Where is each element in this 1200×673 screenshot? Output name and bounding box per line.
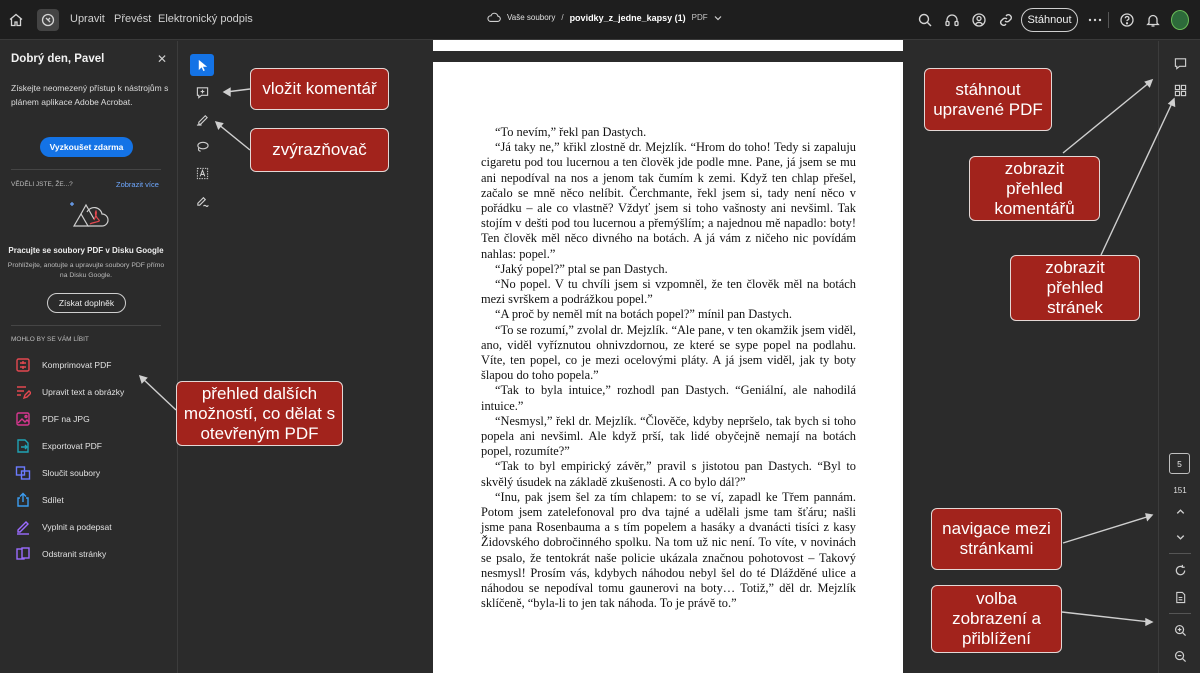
show-more-link[interactable]: Zobrazit více bbox=[116, 180, 159, 189]
comments-panel-icon[interactable] bbox=[1171, 54, 1189, 72]
rail-divider bbox=[1169, 613, 1191, 614]
help-icon[interactable] bbox=[1116, 9, 1138, 31]
chevron-down-icon[interactable] bbox=[1171, 528, 1189, 546]
edit-text-icon bbox=[14, 384, 32, 400]
rotate-icon[interactable] bbox=[1171, 561, 1189, 579]
page-view-icon[interactable] bbox=[1171, 588, 1189, 606]
avatar[interactable] bbox=[1171, 10, 1189, 30]
pen-sign-icon bbox=[196, 194, 209, 207]
notifications-bell-icon[interactable] bbox=[1142, 9, 1164, 31]
paragraph: “Jaký popel?” ptal se pan Dastych. bbox=[495, 261, 668, 276]
lasso-icon bbox=[196, 140, 209, 153]
document-page[interactable] bbox=[433, 62, 903, 673]
cursor-icon bbox=[196, 59, 209, 72]
close-icon[interactable]: ✕ bbox=[157, 52, 168, 66]
greeting-title: Dobrý den, Pavel bbox=[11, 53, 105, 65]
callout-download: stáhnout upravené PDF bbox=[924, 68, 1052, 131]
read-aloud-icon[interactable] bbox=[941, 9, 963, 31]
sign-button[interactable] bbox=[190, 189, 214, 211]
gdrive-title: Pracujte se soubory PDF v Disku Google bbox=[8, 246, 164, 255]
callout-comments-overview: zobrazit přehled komentářů bbox=[969, 156, 1100, 221]
document-breadcrumb bbox=[487, 12, 722, 23]
current-page-input[interactable]: 5 bbox=[1169, 453, 1190, 474]
highlighter-icon bbox=[196, 113, 209, 126]
sidebar-divider bbox=[11, 325, 161, 326]
paragraph: “Tak to byla intuice,” rozhodl pan Dastych. “Geniální, ale nahodilá intuice.” bbox=[481, 383, 856, 413]
did-you-know-heading: VĚDĚLI JSTE, ŽE...? bbox=[11, 181, 73, 188]
draw-button[interactable] bbox=[190, 135, 214, 157]
tool-delete-pages[interactable]: Odstranit stránky bbox=[14, 546, 164, 562]
callout-pages-overview: zobrazit přehled stránek bbox=[1010, 255, 1140, 321]
callout-view-zoom: volba zobrazení a přiblížení bbox=[931, 585, 1062, 653]
paragraph: “A proč by neměl mít na botách popel?” mínil pan Dastych. bbox=[495, 307, 792, 322]
cloud-files-link[interactable]: Vaše soubory bbox=[507, 13, 556, 22]
callout-page-navigation: navigace mezi stránkami bbox=[931, 508, 1062, 570]
zoom-out-icon[interactable] bbox=[1171, 647, 1189, 665]
fill-sign-icon bbox=[14, 519, 32, 535]
share-icon bbox=[14, 492, 32, 508]
paragraph: “To nevím,” řekl pan Dastych. bbox=[495, 125, 647, 139]
link-icon[interactable] bbox=[995, 9, 1017, 31]
file-type: PDF bbox=[691, 13, 708, 22]
cloud-icon bbox=[487, 12, 501, 23]
tool-share[interactable]: Sdílet bbox=[14, 492, 164, 508]
download-button[interactable]: Stáhnout bbox=[1021, 8, 1078, 32]
sidebar-divider bbox=[11, 169, 161, 170]
tool-merge-files[interactable]: Sloučit soubory bbox=[14, 465, 164, 481]
file-name[interactable]: povidky_z_jedne_kapsy (1) bbox=[569, 12, 686, 23]
left-sidebar bbox=[0, 41, 178, 673]
merge-icon bbox=[14, 465, 32, 481]
share-user-icon[interactable] bbox=[968, 9, 990, 31]
comment-icon bbox=[196, 86, 209, 99]
chevron-up-icon[interactable] bbox=[1171, 502, 1189, 520]
paragraph: “To se rozumí,” zvolal dr. Mejzlík. “Ale pane, v ten okamžik jsem viděl, ano, viděl vyříznutou ohnivzdornou, ze které se sype popel na podlahu. Víte, ten popel, co je mezi ocelovými pláty. A já jsem viděl, jak ty boty šlapou do toho popela.” bbox=[481, 322, 856, 383]
get-addon-button[interactable]: Získat doplněk bbox=[47, 293, 126, 313]
paragraph: “Nesmysl,” řekl dr. Mejzlík. “Člověče, kdyby nepršelo, tak bych si toho popela ani nevšiml. Ale když prší, tak lidé obyčejně nemají na botách popel, rozumíte?” bbox=[481, 413, 856, 459]
edit-menu[interactable]: Upravit bbox=[70, 13, 105, 25]
tool-export-pdf[interactable]: Exportovat PDF bbox=[14, 438, 164, 454]
search-icon[interactable] bbox=[914, 9, 936, 31]
add-comment-button[interactable] bbox=[190, 81, 214, 103]
callout-more-options: přehled dalších možností, co dělat s otevřeným PDF bbox=[176, 381, 343, 446]
callout-comment: vložit komentář bbox=[250, 68, 389, 110]
more-options-icon[interactable] bbox=[1084, 9, 1106, 31]
previous-page bbox=[433, 40, 903, 51]
tool-pdf-to-jpg[interactable]: PDF na JPG bbox=[14, 411, 164, 427]
breadcrumb-separator: / bbox=[561, 13, 564, 22]
gdrive-description: Prohlížejte, anotujte a upravujte soubory PDF přímo na Disku Google. bbox=[7, 262, 165, 279]
chevron-down-icon[interactable] bbox=[714, 14, 722, 22]
highlighter-button[interactable] bbox=[190, 108, 214, 130]
promo-text: Získejte neomezený přístup k nástrojům s plánem aplikace Adobe Acrobat. bbox=[11, 83, 169, 107]
tool-edit-text-images[interactable]: Upravit text a obrázky bbox=[14, 384, 164, 400]
google-drive-pdf-icon bbox=[64, 196, 110, 232]
top-bar bbox=[0, 0, 1200, 40]
you-may-like-heading: MOHLO BY SE VÁM LÍBIT bbox=[11, 336, 89, 343]
esign-menu[interactable]: Elektronický podpis bbox=[158, 13, 253, 25]
delete-pages-icon bbox=[14, 546, 32, 562]
compress-icon bbox=[14, 357, 32, 373]
try-free-button[interactable]: Vyzkoušet zdarma bbox=[40, 137, 133, 157]
paragraph: “Tak to byl empirický závěr,” pravil s jistotou pan Dastych. “Byl to skvělý úsudek na základě zkušenosti. A co bylo dál?” bbox=[481, 459, 856, 489]
rail-divider bbox=[1169, 553, 1191, 554]
export-pdf-icon bbox=[14, 438, 32, 454]
paragraph: “No popel. V tu chvíli jsem si vzpomněl, že ten člověk měl na botách mezi svrškem a podrážkou popel.” bbox=[481, 277, 856, 307]
zoom-in-icon[interactable] bbox=[1171, 621, 1189, 639]
pdf-to-jpg-icon bbox=[14, 411, 32, 427]
text-box-icon bbox=[196, 167, 209, 180]
recent-tools-icon[interactable] bbox=[37, 9, 59, 31]
topbar-divider bbox=[1108, 12, 1109, 28]
select-tool-button[interactable] bbox=[190, 54, 214, 76]
page-thumbnails-icon[interactable] bbox=[1171, 81, 1189, 99]
home-icon[interactable] bbox=[5, 9, 27, 31]
convert-menu[interactable]: Převést bbox=[114, 13, 152, 25]
paragraph: “Já taky ne,” křikl zlostně dr. Mejzlík. “Hrom do toho! Tedy si zapaluju cigaretu pod tou lucernou a ten člověk jde podle mne. Pane, já jsem se mu ani nepodíval na nos a jenom tak čumím k zemi. Když ten chlap přešel, začalo se mně něco nelíbit. Čerchmante, řekl jsem si, tady není něco v pořádku – ale co vlastně? Vždyť jsem si toho vašnosty ani nevšiml. Tak stojím v dešti pod tou lucernou a přemýšlím; a najednou mě napadlo: boty! Ten člověk měl něco divného na botách. A já vám z ničeho nic povídám nahlas: popel.” bbox=[481, 140, 856, 261]
total-pages: 151 bbox=[1173, 486, 1187, 495]
page-text bbox=[481, 125, 856, 612]
right-rail bbox=[1158, 41, 1200, 673]
tool-compress-pdf[interactable]: Komprimovat PDF bbox=[14, 357, 164, 373]
paragraph: “Inu, pak jsem šel za tím chlapem: to se ví, zapadl ke Třem pannám. Potom jsem zatelefonoval pro dva tajné a udělali jsme tam šťáru; našli jsme pana Rosenbauma a s tím popelem a hasáky a dvanácti tisíci z kasy Židovského dobročinného spolku. Na tom už nic není. To víte, v novinách se psalo, že tentokrát naše policie ukázala značnou pohotovost – Takový nesmysl! Prosím vás, kdybych náhodou nebyl šel do té Dlážděné ulice a náhodou se nepodíval tomu gaunerovi na boty… Totiž,” děl dr. Mejzlík sklíčeně, “byla-li to jen tak náhoda. To je právě to.” bbox=[481, 489, 856, 611]
text-box-button[interactable] bbox=[190, 162, 214, 184]
tool-fill-sign[interactable]: Vyplnit a podepsat bbox=[14, 519, 164, 535]
callout-highlighter: zvýrazňovač bbox=[250, 128, 389, 172]
